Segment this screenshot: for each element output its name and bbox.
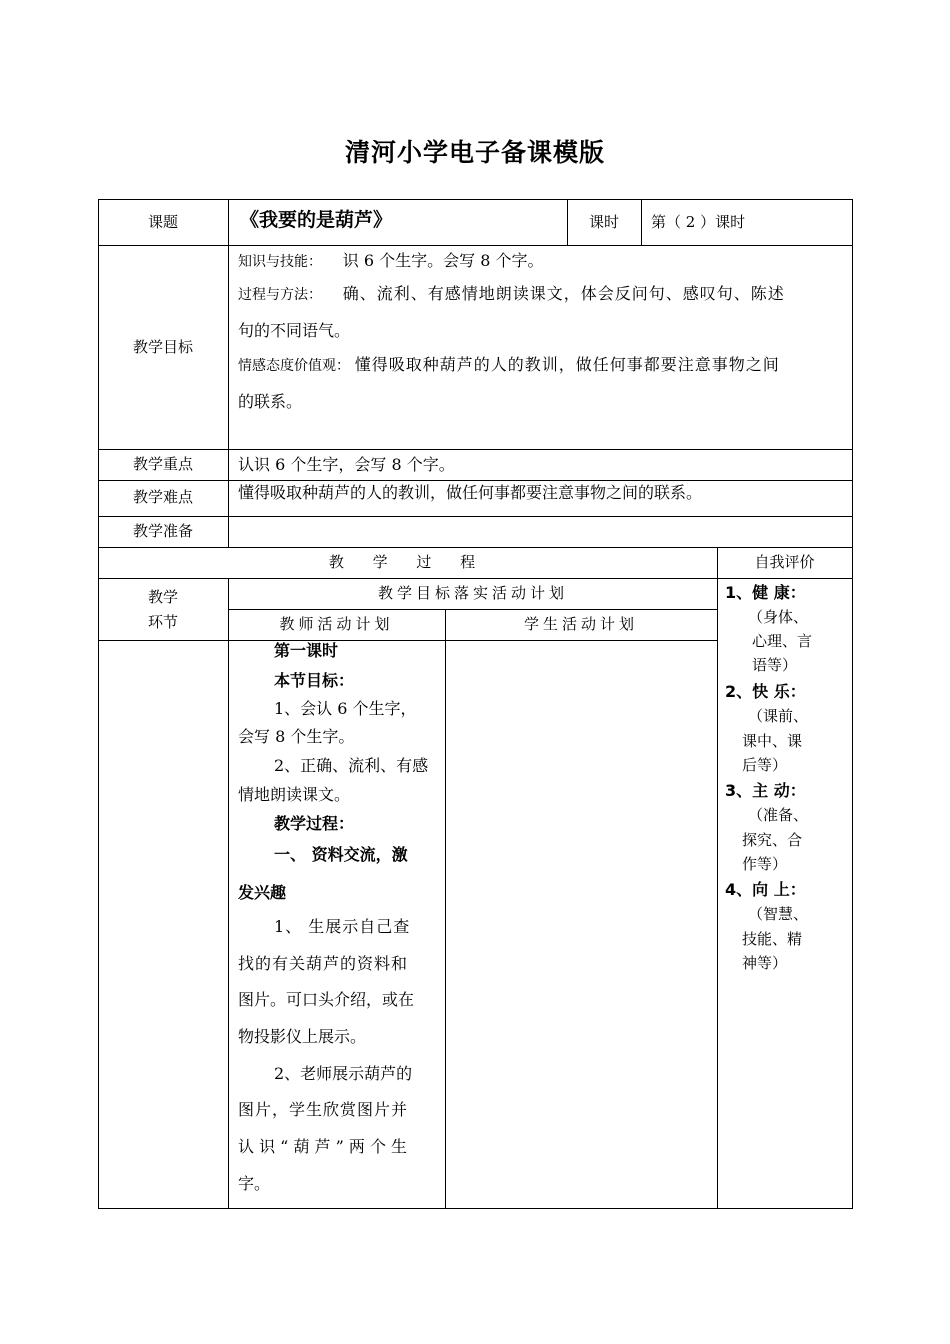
plan-header: 教学目标落实活动计划 (377, 584, 568, 602)
act1-line1: 1、 生展示自己查 (274, 917, 411, 936)
topic-label: 课题 (147, 213, 178, 231)
goals-process-prefix: 过程与方法： (238, 287, 322, 303)
process-title: 教学过程： (274, 814, 355, 833)
difficulty-value: 懂得吸取种葫芦的人的教训，做任何事都要注意事物之间的联系。 (238, 483, 703, 502)
self-eval-2-title: 2、快 乐： (725, 682, 806, 701)
self-eval-1-line2: 心理、言 (752, 632, 813, 650)
teacher-header: 教师活动计划 (279, 615, 394, 633)
act2-line2: 图片，学生欣赏图片并 (238, 1100, 409, 1119)
self-eval-1-line3: 语等） (752, 656, 798, 674)
process-header: 教 学 过 程 (328, 553, 488, 571)
self-eval-2-line2: 课中、课 (742, 732, 803, 750)
lesson-title: 第一课时 (274, 641, 339, 660)
step1-line2: 发兴趣 (238, 883, 287, 902)
student-header: 学生活动计划 (523, 615, 638, 633)
goals-label: 教学目标 (132, 338, 193, 356)
goal2-line1: 2、正确、流利、有感 (274, 756, 429, 775)
self-eval-3-line1: （准备、 (748, 806, 809, 824)
self-eval-1-title: 1、健 康： (725, 583, 806, 602)
goals-process-cont: 句的不同语气。 (238, 321, 351, 340)
step-label-line1: 教学 (147, 588, 178, 606)
act1-line2: 找的有关葫芦的资料和 (238, 954, 409, 973)
goals-emotion-text: 懂得吸取种葫芦的人的教训，做任何事都要注意事物之间 (354, 355, 780, 374)
self-eval-4-line3: 神等） (742, 954, 788, 972)
self-eval-3-line2: 探究、合 (742, 831, 803, 849)
goal2-line2: 情地朗读课文。 (238, 785, 351, 804)
difficulty-label: 教学难点 (132, 488, 193, 506)
goals-process (238, 286, 785, 302)
act2-line4: 字。 (238, 1174, 271, 1193)
self-eval-3-title: 3、主 动： (725, 781, 806, 800)
goals-knowledge-text: 识 6 个生字。会写 8 个字。 (342, 251, 544, 270)
act1-line3: 图片。可口头介绍，或在 (238, 990, 415, 1009)
period-value: 第（ 2 ）课时 (651, 213, 746, 231)
key-point-label: 教学重点 (132, 455, 193, 473)
act2-line1: 2、老师展示葫芦的 (274, 1064, 413, 1083)
goals-emotion-cont: 的联系。 (238, 392, 303, 411)
topic-value: 《我要的是葫芦》 (240, 209, 393, 231)
section-goal-title: 本节目标： (274, 671, 355, 690)
self-eval-4-title: 4、向 上： (725, 880, 806, 899)
self-eval-header: 自我评价 (754, 553, 815, 571)
document-title: 清河小学电子备课模版 (344, 138, 605, 167)
step-label-line2: 环节 (147, 613, 178, 631)
self-eval-4-line1: （智慧、 (748, 905, 809, 923)
goals-knowledge (238, 253, 544, 269)
goal1-line2: 会写 8 个生字。 (238, 727, 355, 746)
period-label: 课时 (588, 213, 619, 231)
step1-line1: 一、 资料交流，激 (274, 845, 408, 864)
goals-knowledge-prefix: 知识与技能： (238, 254, 322, 270)
key-point-value: 认识 6 个生字，会写 8 个字。 (238, 455, 455, 474)
self-eval-4-line2: 技能、精 (742, 930, 803, 948)
self-eval-1-line1: （身体、 (748, 608, 809, 626)
preparation-label: 教学准备 (132, 522, 193, 540)
goals-emotion (238, 357, 780, 373)
self-eval-3-line3: 作等） (742, 855, 788, 873)
goal1-line1: 1、会认 6 个生字， (274, 699, 417, 718)
goals-process-text: 确、流利、有感情地朗读课文，体会反问句、感叹句、陈述 (342, 284, 785, 303)
act2-line3: 认 识 “ 葫 芦 ” 两 个 生 (238, 1137, 408, 1156)
act1-line4: 物投影仪上展示。 (238, 1027, 367, 1046)
self-eval-2-line1: （课前、 (748, 707, 809, 725)
self-eval-2-line3: 后等） (742, 756, 788, 774)
goals-emotion-prefix: 情感态度价值观： (238, 358, 350, 374)
